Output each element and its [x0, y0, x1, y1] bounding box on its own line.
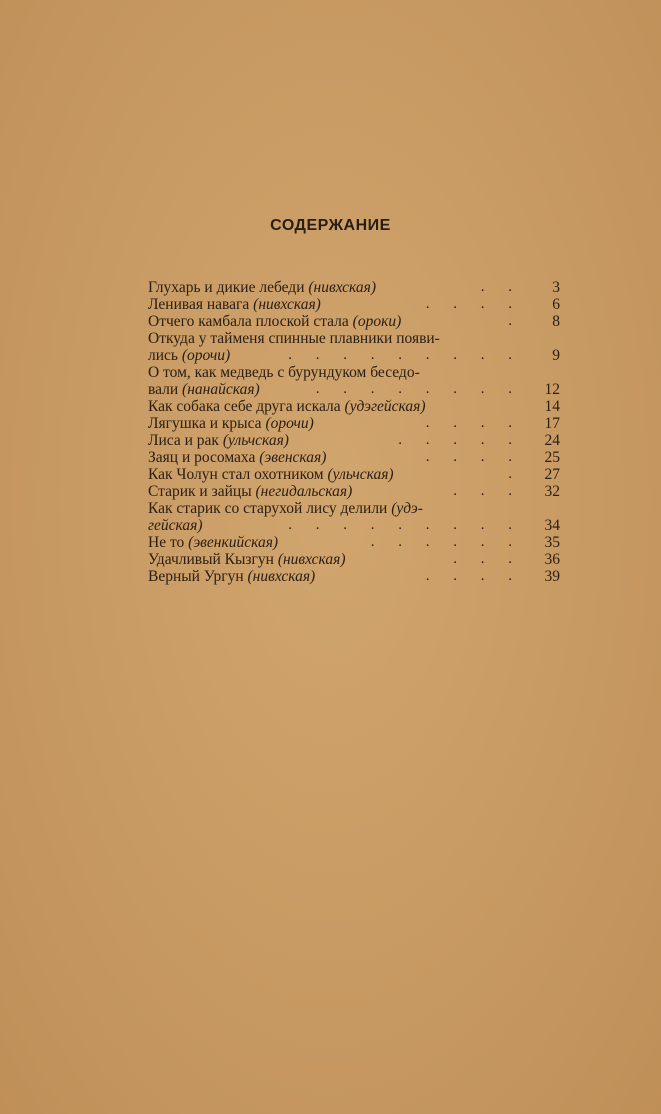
toc-entry-title: [148, 381, 260, 398]
toc-entry-text: Как старик со старухой лису делили: [148, 500, 388, 517]
toc-entry-title: [148, 330, 440, 347]
toc-page-number: 32: [544, 483, 560, 500]
toc-entry-note: (удэгейская): [344, 398, 426, 415]
toc-entry-text: Заяц и росомаха: [148, 449, 256, 466]
toc-entry-text: Как Чолун стал охотником: [148, 466, 324, 483]
toc-entry: [148, 432, 560, 449]
toc-entry-note: (нанайская): [182, 381, 260, 398]
toc-entry-title: [148, 551, 346, 568]
toc-entry-title: [148, 279, 376, 296]
toc-page-number: 35: [544, 534, 560, 551]
toc-entry-note: (ульчская): [222, 432, 289, 449]
toc-entry: [148, 381, 560, 398]
toc-leader-dots: . . . .: [425, 449, 522, 465]
toc-entry-note: (нивхская): [308, 279, 377, 296]
toc-entry-note: гейская): [148, 517, 203, 534]
toc-entry-text: Откуда у таймeня спинные плавники появи-: [148, 330, 440, 347]
toc-entry-text: Лиса и рак: [148, 432, 219, 449]
toc-entry-title: [148, 313, 401, 330]
toc-entry: [148, 483, 560, 500]
toc-entry-title: [148, 364, 420, 381]
toc-entry-title: [148, 483, 352, 500]
toc-entry: [148, 415, 560, 432]
toc-leader-dots: . .: [480, 279, 522, 295]
toc-entry-text: Отчего камбала плоской стала: [148, 313, 349, 330]
toc-entry: [148, 449, 560, 466]
toc-entry-text: О том, как медведь с бурундуком беседо-: [148, 364, 420, 381]
toc-page-number: 17: [544, 415, 560, 432]
toc-page-number: 6: [552, 296, 560, 313]
toc-entry-note: (нивхская): [277, 551, 346, 568]
toc-entry: [148, 551, 560, 568]
toc-page-number: 14: [544, 398, 560, 415]
toc-entry-text: Не то: [148, 534, 185, 551]
toc-entry-title: [148, 347, 230, 364]
toc-entry-text: Удачливый Кызгун: [148, 551, 274, 568]
toc-leader-dots: . . . . .: [398, 432, 522, 448]
toc-entry-title: [148, 517, 203, 534]
toc-entry-note: (эвенская): [259, 449, 327, 466]
toc-entry: [148, 568, 560, 585]
toc-entry-text: лись: [148, 347, 178, 364]
toc-page-number: 3: [552, 279, 560, 296]
toc-page-number: 39: [544, 568, 560, 585]
toc-entry: [148, 500, 560, 517]
toc-entry: [148, 534, 560, 551]
page-title: СОДЕРЖАНИЕ: [270, 217, 391, 234]
toc-entry-title: [148, 432, 289, 449]
toc-page-number: 24: [544, 432, 560, 449]
toc-entry-note: (ульчская): [327, 466, 394, 483]
toc-entry-text: Как собака себе друга искала: [148, 398, 341, 415]
toc-entry: [148, 398, 560, 415]
toc-leader-dots: . . .: [453, 551, 522, 567]
toc-entry-text: вали: [148, 381, 179, 398]
toc-entry-note: (нивхская): [247, 568, 316, 585]
toc-leader-dots: . . .: [453, 483, 522, 499]
toc-entry-text: Верный Ургун: [148, 568, 244, 585]
toc-entry-title: [148, 568, 315, 585]
toc-entry: [148, 279, 560, 296]
toc-entry: [148, 466, 560, 483]
toc-entry-note: (негидальская): [255, 483, 353, 500]
toc-entry-note: (ороки): [352, 313, 402, 330]
toc-entry-title: [148, 296, 321, 313]
toc-entry-title: [148, 449, 326, 466]
toc-entry-title: [148, 398, 426, 415]
toc-entry: [148, 517, 560, 534]
toc-page-number: 8: [552, 313, 560, 330]
toc-entry: [148, 296, 560, 313]
toc-entry-title: [148, 466, 394, 483]
toc-page-number: 36: [544, 551, 560, 568]
toc-entry-note: (нивхская): [253, 296, 321, 313]
toc-entry-note: (орочи): [181, 347, 231, 364]
toc-page-number: 9: [552, 347, 560, 364]
toc-entry-title: [148, 534, 278, 551]
toc-page-number: 25: [544, 449, 560, 466]
toc-entry: [148, 364, 560, 381]
toc-leader-dots: .: [508, 466, 522, 482]
toc-leader-dots: . . . .: [425, 415, 522, 431]
toc-leader-dots: .: [508, 313, 522, 329]
toc-entry-note: (орочи): [265, 415, 314, 432]
table-of-contents: [148, 279, 560, 585]
toc-page-number: 12: [544, 381, 560, 398]
toc-entry-note: (эвенкийская): [188, 534, 279, 551]
toc-page-number: 34: [544, 517, 560, 534]
toc-leader-dots: . . . . . .: [370, 534, 522, 550]
toc-entry-title: [148, 500, 423, 517]
toc-leader-dots: . . . .: [425, 296, 522, 312]
toc-entry-title: [148, 415, 314, 432]
toc-leader-dots: . . . . . . . .: [315, 381, 522, 397]
toc-leader-dots: . . . . . . . . .: [288, 347, 522, 363]
toc-entry-text: Лягушка и крыса: [148, 415, 262, 432]
toc-entry-text: Старик и зайцы: [148, 483, 252, 500]
toc-entry-note: (удэ-: [391, 500, 423, 517]
toc-entry: [148, 347, 560, 364]
toc-entry-text: Ленивая навага: [148, 296, 250, 313]
toc-entry: [148, 330, 560, 347]
toc-entry-text: Глухарь и дикие лебеди: [148, 279, 305, 296]
toc-page-number: 27: [544, 466, 560, 483]
toc-entry: [148, 313, 560, 330]
toc-leader-dots: . . . .: [425, 568, 522, 584]
toc-leader-dots: . . . . . . . . .: [288, 517, 522, 533]
